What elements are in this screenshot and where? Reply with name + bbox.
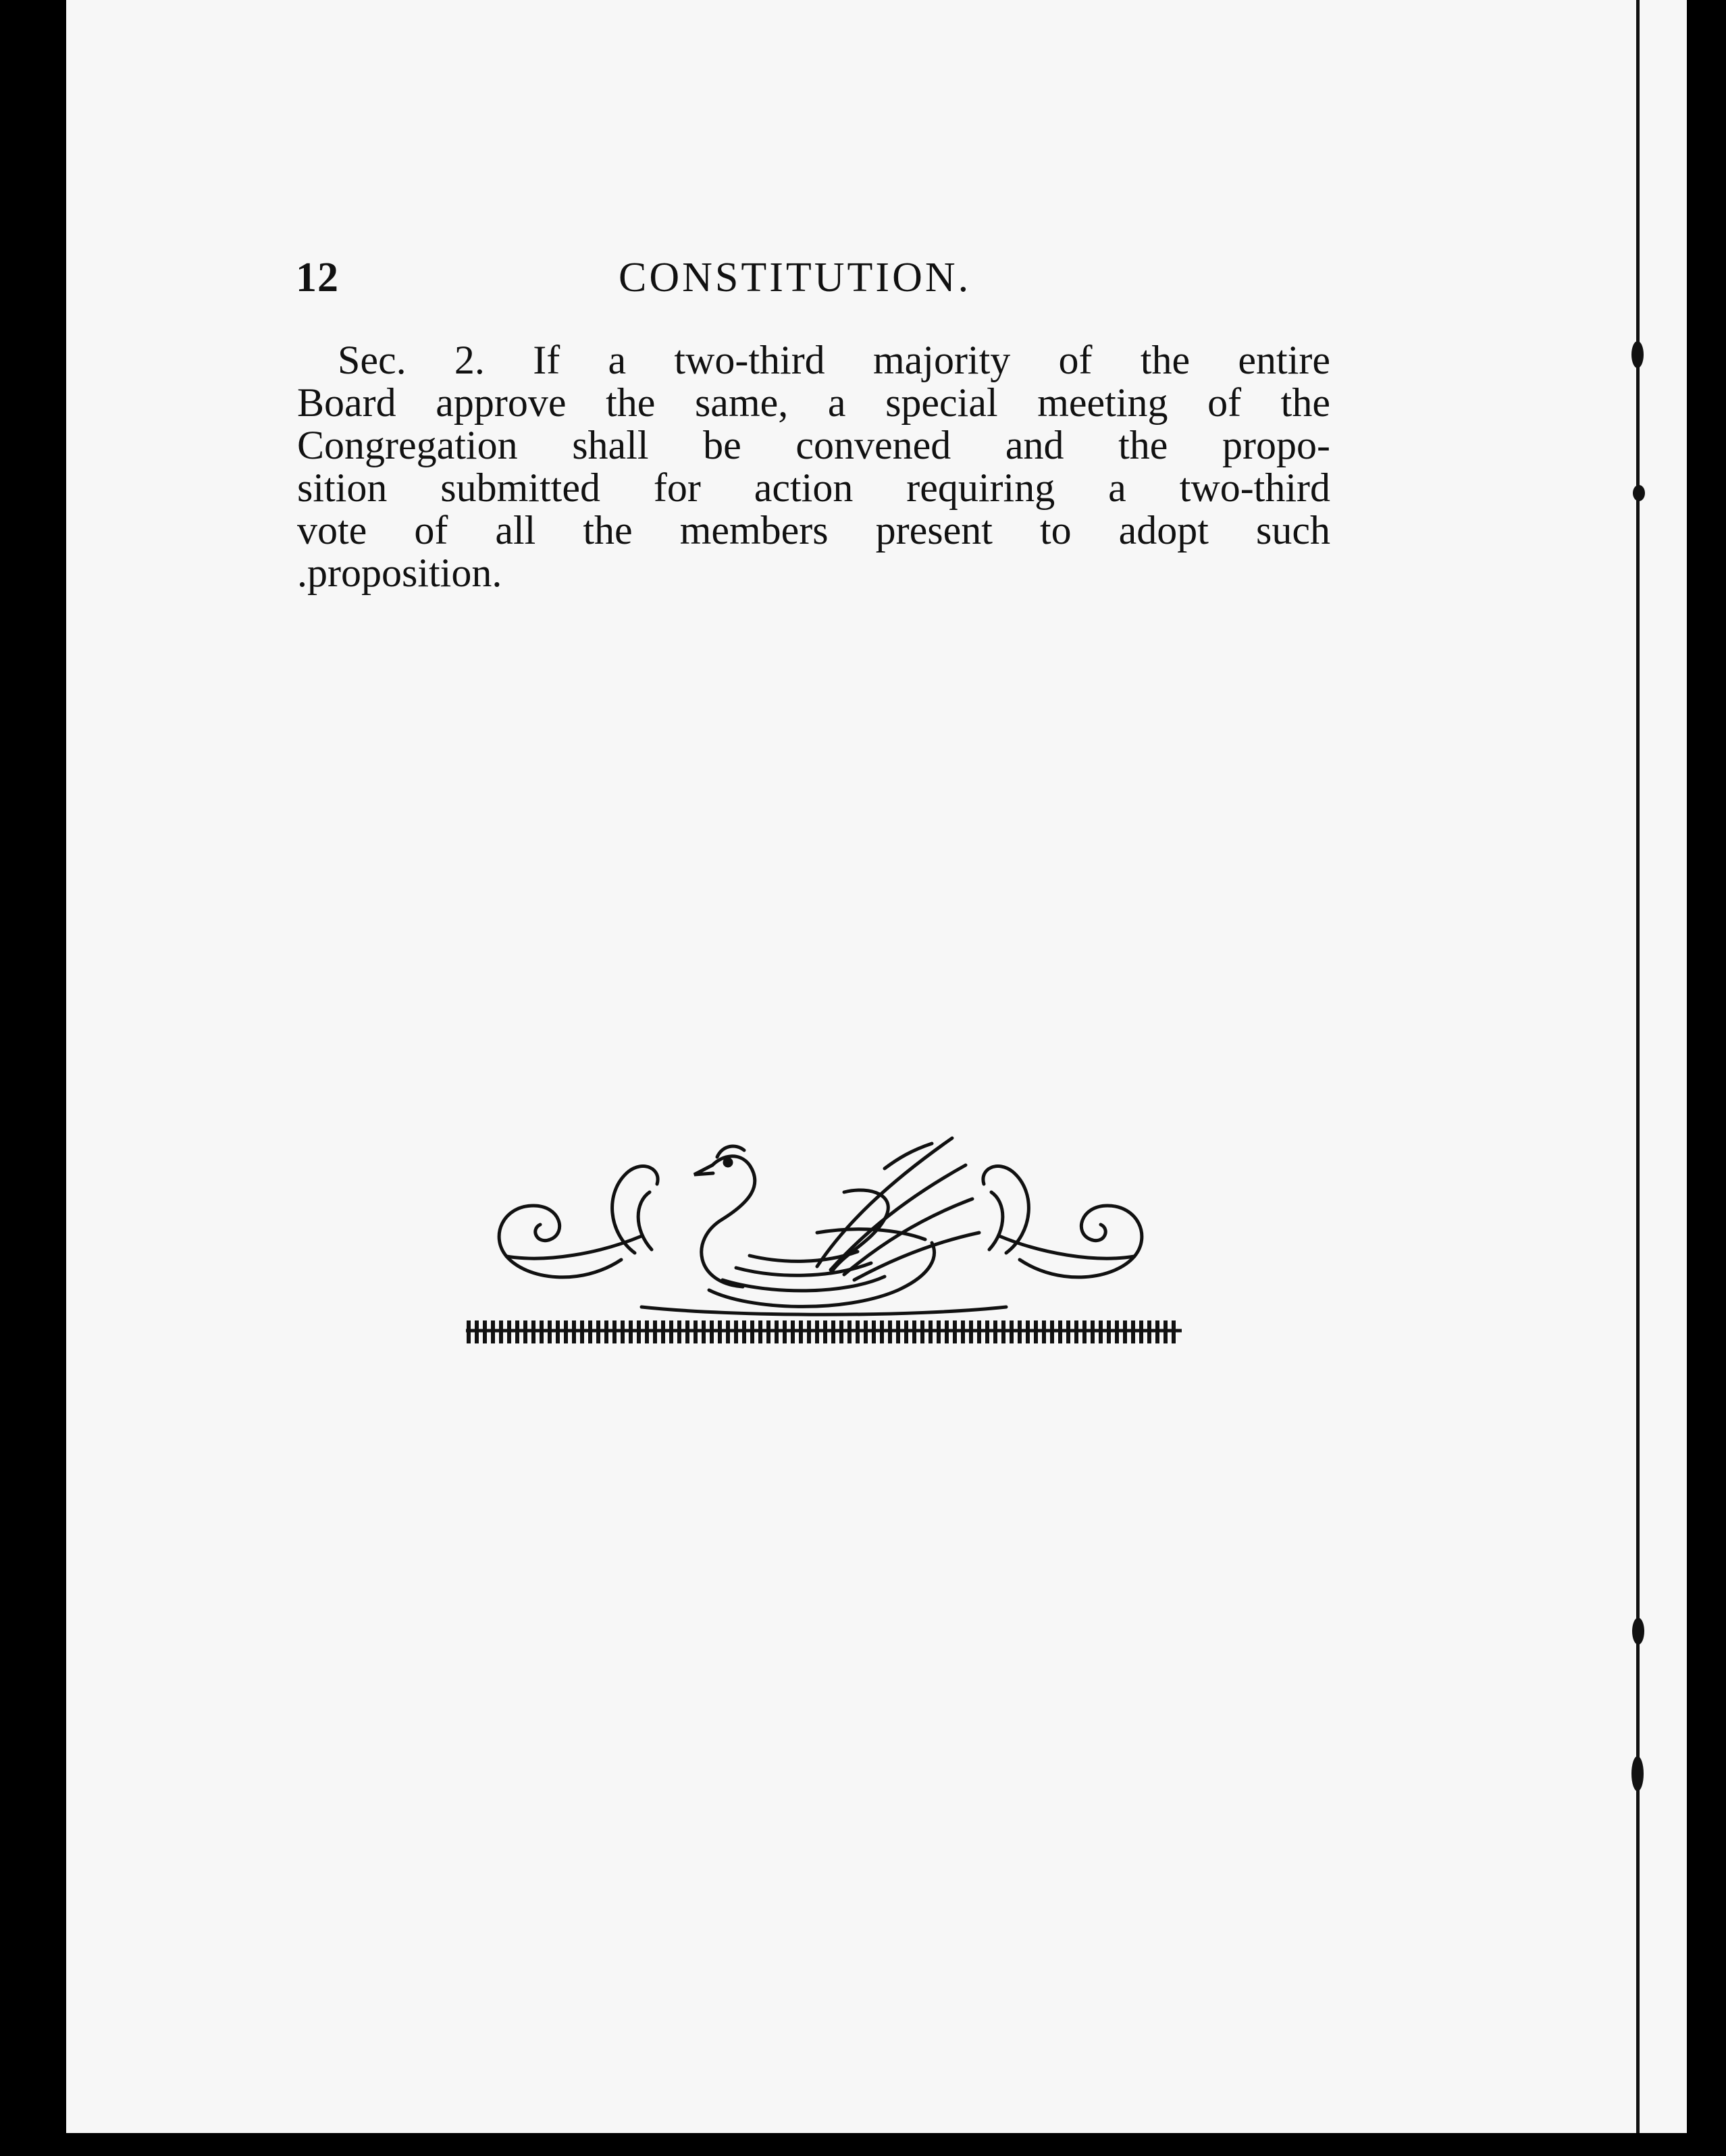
stitch-mark <box>1631 341 1644 368</box>
body-line: sition submitted for action requiring a two-third <box>297 465 1330 510</box>
body-paragraph <box>297 339 1330 594</box>
body-line: Board approve the same, a special meeting of the <box>297 380 1330 425</box>
stitch-mark <box>1631 1756 1644 1791</box>
body-line: vote of all the members present to adopt such <box>297 508 1330 553</box>
page-number: 12 <box>296 255 339 301</box>
running-title: CONSTITUTION. <box>619 255 972 301</box>
stitch-mark <box>1632 1618 1644 1645</box>
body-line: .proposition. <box>297 550 502 595</box>
swan-flourish-ornament-icon <box>466 1118 1182 1348</box>
stitch-mark <box>1633 485 1645 501</box>
body-line: Sec. 2. If a two-third majority of the entire <box>338 338 1330 382</box>
page-header <box>296 249 1363 323</box>
binding-line <box>1636 0 1640 2133</box>
body-line: Congregation shall be convened and the propo- <box>297 423 1330 467</box>
